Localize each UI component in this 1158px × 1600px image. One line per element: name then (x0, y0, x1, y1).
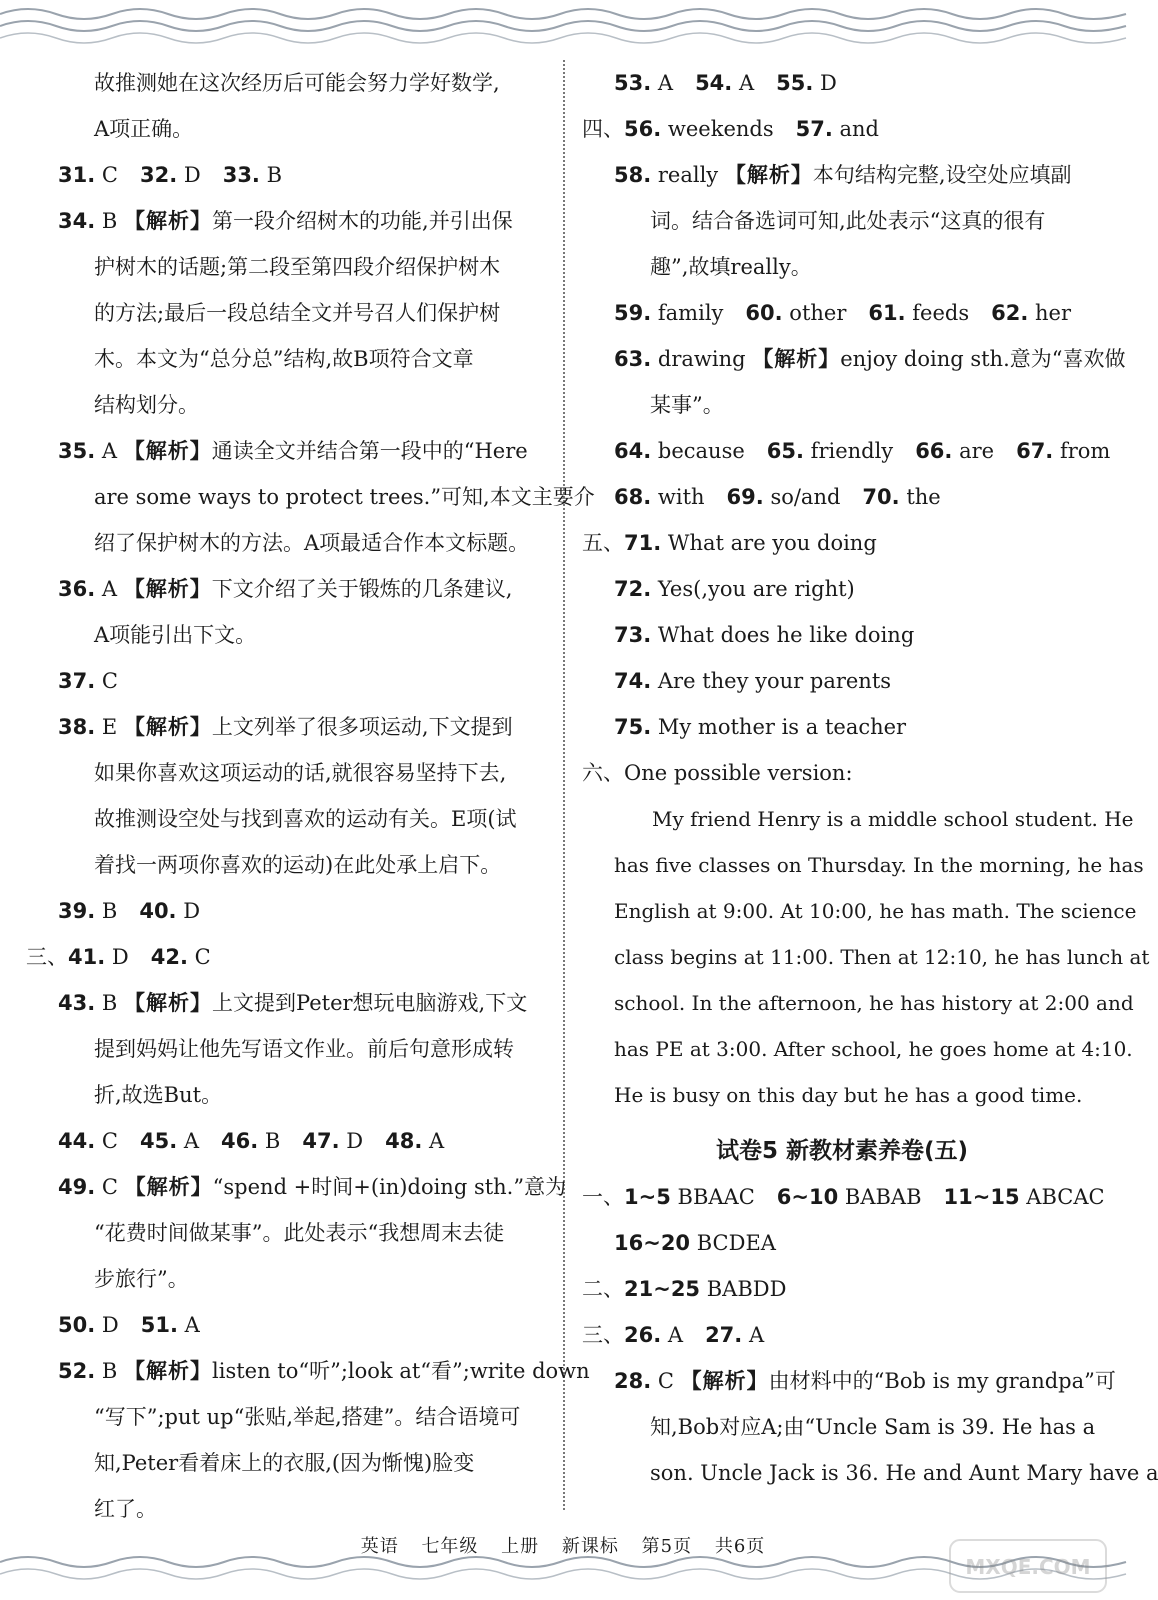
column-divider (563, 60, 565, 1510)
watermark-logo (948, 1538, 1108, 1594)
answer-row: 44. C 45. A 46. B 47. D 48. A (58, 1129, 445, 1153)
text-line: 趣”,故填really。 (650, 255, 812, 279)
answer-row: 37. C (58, 669, 118, 693)
section-row: 二、21~25 BABDD (582, 1277, 787, 1301)
answer-row: 39. B 40. D (58, 899, 201, 923)
answer-row: 35. A 【解析】通读全文并结合第一段中的“Here (58, 439, 528, 463)
text-line: 知,Peter看着床上的衣服,(因为惭愧)脸变 (94, 1451, 475, 1475)
text-line: 故推测她在这次经历后可能会努力学好数学, (94, 71, 500, 95)
text-line: son. Uncle Jack is 36. He and Aunt Mary have a (650, 1461, 1158, 1485)
text-line: 步旅行”。 (94, 1267, 189, 1291)
answer-row: 58. really 【解析】本句结构完整,设空处应填副 (614, 163, 1072, 187)
text-line: 如果你喜欢这项运动的话,就很容易坚持下去, (94, 761, 507, 785)
svg-text:MXQE.COM: MXQE.COM (965, 1555, 1091, 1579)
section-row: 六、One possible version: (582, 761, 853, 785)
essay-line: school. In the afternoon, he has history at 2:00 and (614, 991, 1134, 1015)
left-column (26, 60, 595, 1532)
answer-row: 43. B 【解析】上文提到Peter想玩电脑游戏,下文 (58, 991, 528, 1015)
answer-row: 16~20 BCDEA (614, 1231, 776, 1255)
answer-row: 49. C 【解析】“spend +时间+(in)doing sth.”意为 (58, 1175, 567, 1199)
text-line: 红了。 (94, 1497, 157, 1521)
text-line: 折,故选But。 (94, 1083, 223, 1107)
answer-row: 50. D 51. A (58, 1313, 200, 1337)
top-wave-border (0, 0, 1126, 52)
text-line: A项能引出下文。 (94, 623, 257, 647)
answer-row: 68. with 69. so/and 70. the (614, 485, 941, 509)
text-line: 着找一两项你喜欢的运动)在此处承上启下。 (94, 853, 502, 877)
right-column (582, 60, 1158, 1496)
text-line: 护树木的话题;第二段至第四段介绍保护树木 (94, 255, 501, 279)
essay-line: has PE at 3:00. After school, he goes home at 4:10. (614, 1037, 1133, 1061)
answer-row: 63. drawing 【解析】enjoy doing sth.意为“喜欢做 (614, 347, 1126, 371)
text-line: are some ways to protect trees.”可知,本文主要介 (94, 485, 595, 509)
section-row: 四、56. weekends 57. and (582, 117, 880, 141)
page-footer: 英语 七年级 上册 新课标 第5页 共6页 (360, 1536, 766, 1557)
answer-row: 59. family 60. other 61. feeds 62. her (614, 301, 1072, 325)
section-row: 三、41. D 42. C (26, 945, 211, 969)
answer-row: 74. Are they your parents (614, 669, 892, 693)
answer-row: 52. B 【解析】listen to“听”;look at“看”;write down (58, 1359, 590, 1383)
section-row: 三、26. A 27. A (582, 1323, 765, 1347)
section-row: 五、71. What are you doing (582, 531, 877, 555)
answer-row: 38. E 【解析】上文列举了很多项运动,下文提到 (58, 715, 513, 739)
text-line: 结构划分。 (94, 393, 199, 417)
answer-row: 28. C 【解析】由材料中的“Bob is my grandpa”可 (614, 1369, 1116, 1393)
text-line: “写下”;put up“张贴,举起,搭建”。结合语境可 (94, 1405, 521, 1429)
answer-row: 75. My mother is a teacher (614, 715, 907, 739)
answer-row: 72. Yes(,you are right) (614, 577, 855, 601)
section-row: 一、1~5 BBAAC 6~10 BABAB 11~15 ABCAC (582, 1185, 1105, 1209)
text-line: “花费时间做某事”。此处表示“我想周末去徒 (94, 1221, 505, 1245)
text-line: 知,Bob对应A;由“Uncle Sam is 39. He has a (650, 1415, 1096, 1439)
essay-line: My friend Henry is a middle school student. He (652, 807, 1134, 831)
answer-row: 64. because 65. friendly 66. are 67. from (614, 439, 1111, 463)
essay-line: He is busy on this day but he has a good time. (614, 1083, 1083, 1107)
text-line: A项正确。 (94, 117, 194, 141)
answer-row: 34. B 【解析】第一段介绍树木的功能,并引出保 (58, 209, 513, 233)
essay-line: class begins at 11:00. Then at 12:10, he has lunch at (614, 945, 1150, 969)
text-line: 木。本文为“总分总”结构,故B项符合文章 (94, 347, 474, 371)
text-line: 词。结合备选词可知,此处表示“这真的很有 (650, 209, 1046, 233)
answer-row: 31. C 32. D 33. B (58, 163, 283, 187)
text-line: 某事”。 (650, 393, 724, 417)
text-line: 故推测设空处与找到喜欢的运动有关。E项(试 (94, 807, 517, 831)
text-line: 的方法;最后一段总结全文并号召人们保护树 (94, 301, 501, 325)
essay-line: has five classes on Thursday. In the morning, he has (614, 853, 1144, 877)
essay-line: English at 9:00. At 10:00, he has math. The science (614, 899, 1137, 923)
paper-title: 试卷5 新教材素养卷(五) (715, 1138, 969, 1164)
answer-row: 73. What does he like doing (614, 623, 915, 647)
answer-row: 53. A 54. A 55. D (614, 71, 837, 95)
text-line: 绍了保护树木的方法。A项最适合作本文标题。 (94, 531, 530, 555)
text-line: 提到妈妈让他先写语文作业。前后句意形成转 (94, 1037, 514, 1061)
answer-row: 36. A 【解析】下文介绍了关于锻炼的几条建议, (58, 577, 513, 601)
